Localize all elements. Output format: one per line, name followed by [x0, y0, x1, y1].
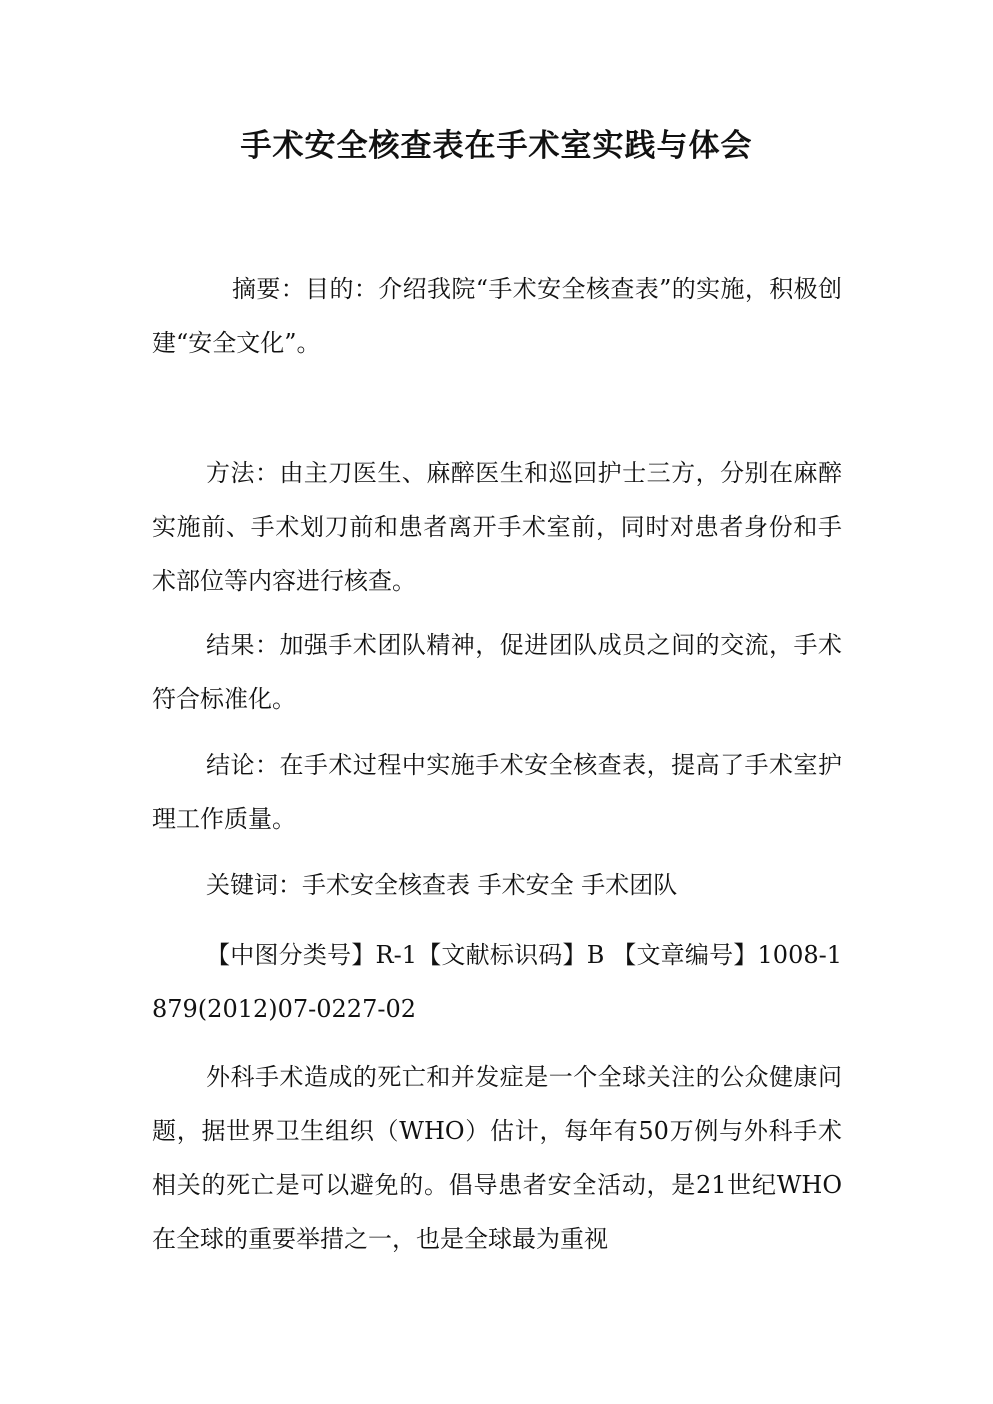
results-paragraph: 结果：加强手术团队精神，促进团队成员之间的交流，手术符合标准化。	[152, 631, 842, 713]
abstract-paragraph: 摘要：目的：介绍我院“手术安全核查表”的实施，积极创建“安全文化”。	[152, 275, 842, 357]
body-paragraph: 外科手术造成的死亡和并发症是一个全球关注的公众健康问题，据世界卫生组织（WHO）估计，每年有50万例与外科手术相关的死亡是可以避免的。倡导患者安全活动，是21世纪WHO在全球的重要举措之一，也是全球最为重视	[152, 1063, 842, 1253]
keywords-line: 关键词：手术安全核查表 手术安全 手术团队	[206, 871, 678, 899]
classification-line: 【中图分类号】R-1【文献标识码】B 【文章编号】1008-1879(2012)07-0227-02	[152, 941, 842, 1023]
conclusion-paragraph: 结论：在手术过程中实施手术安全核查表，提高了手术室护理工作质量。	[152, 751, 842, 833]
page-title: 手术安全核查表在手术室实践与体会	[240, 128, 753, 164]
methods-paragraph: 方法：由主刀医生、麻醉医生和巡回护士三方，分别在麻醉实施前、手术划刀前和患者离开手术室前，同时对患者身份和手术部位等内容进行核查。	[152, 459, 842, 595]
